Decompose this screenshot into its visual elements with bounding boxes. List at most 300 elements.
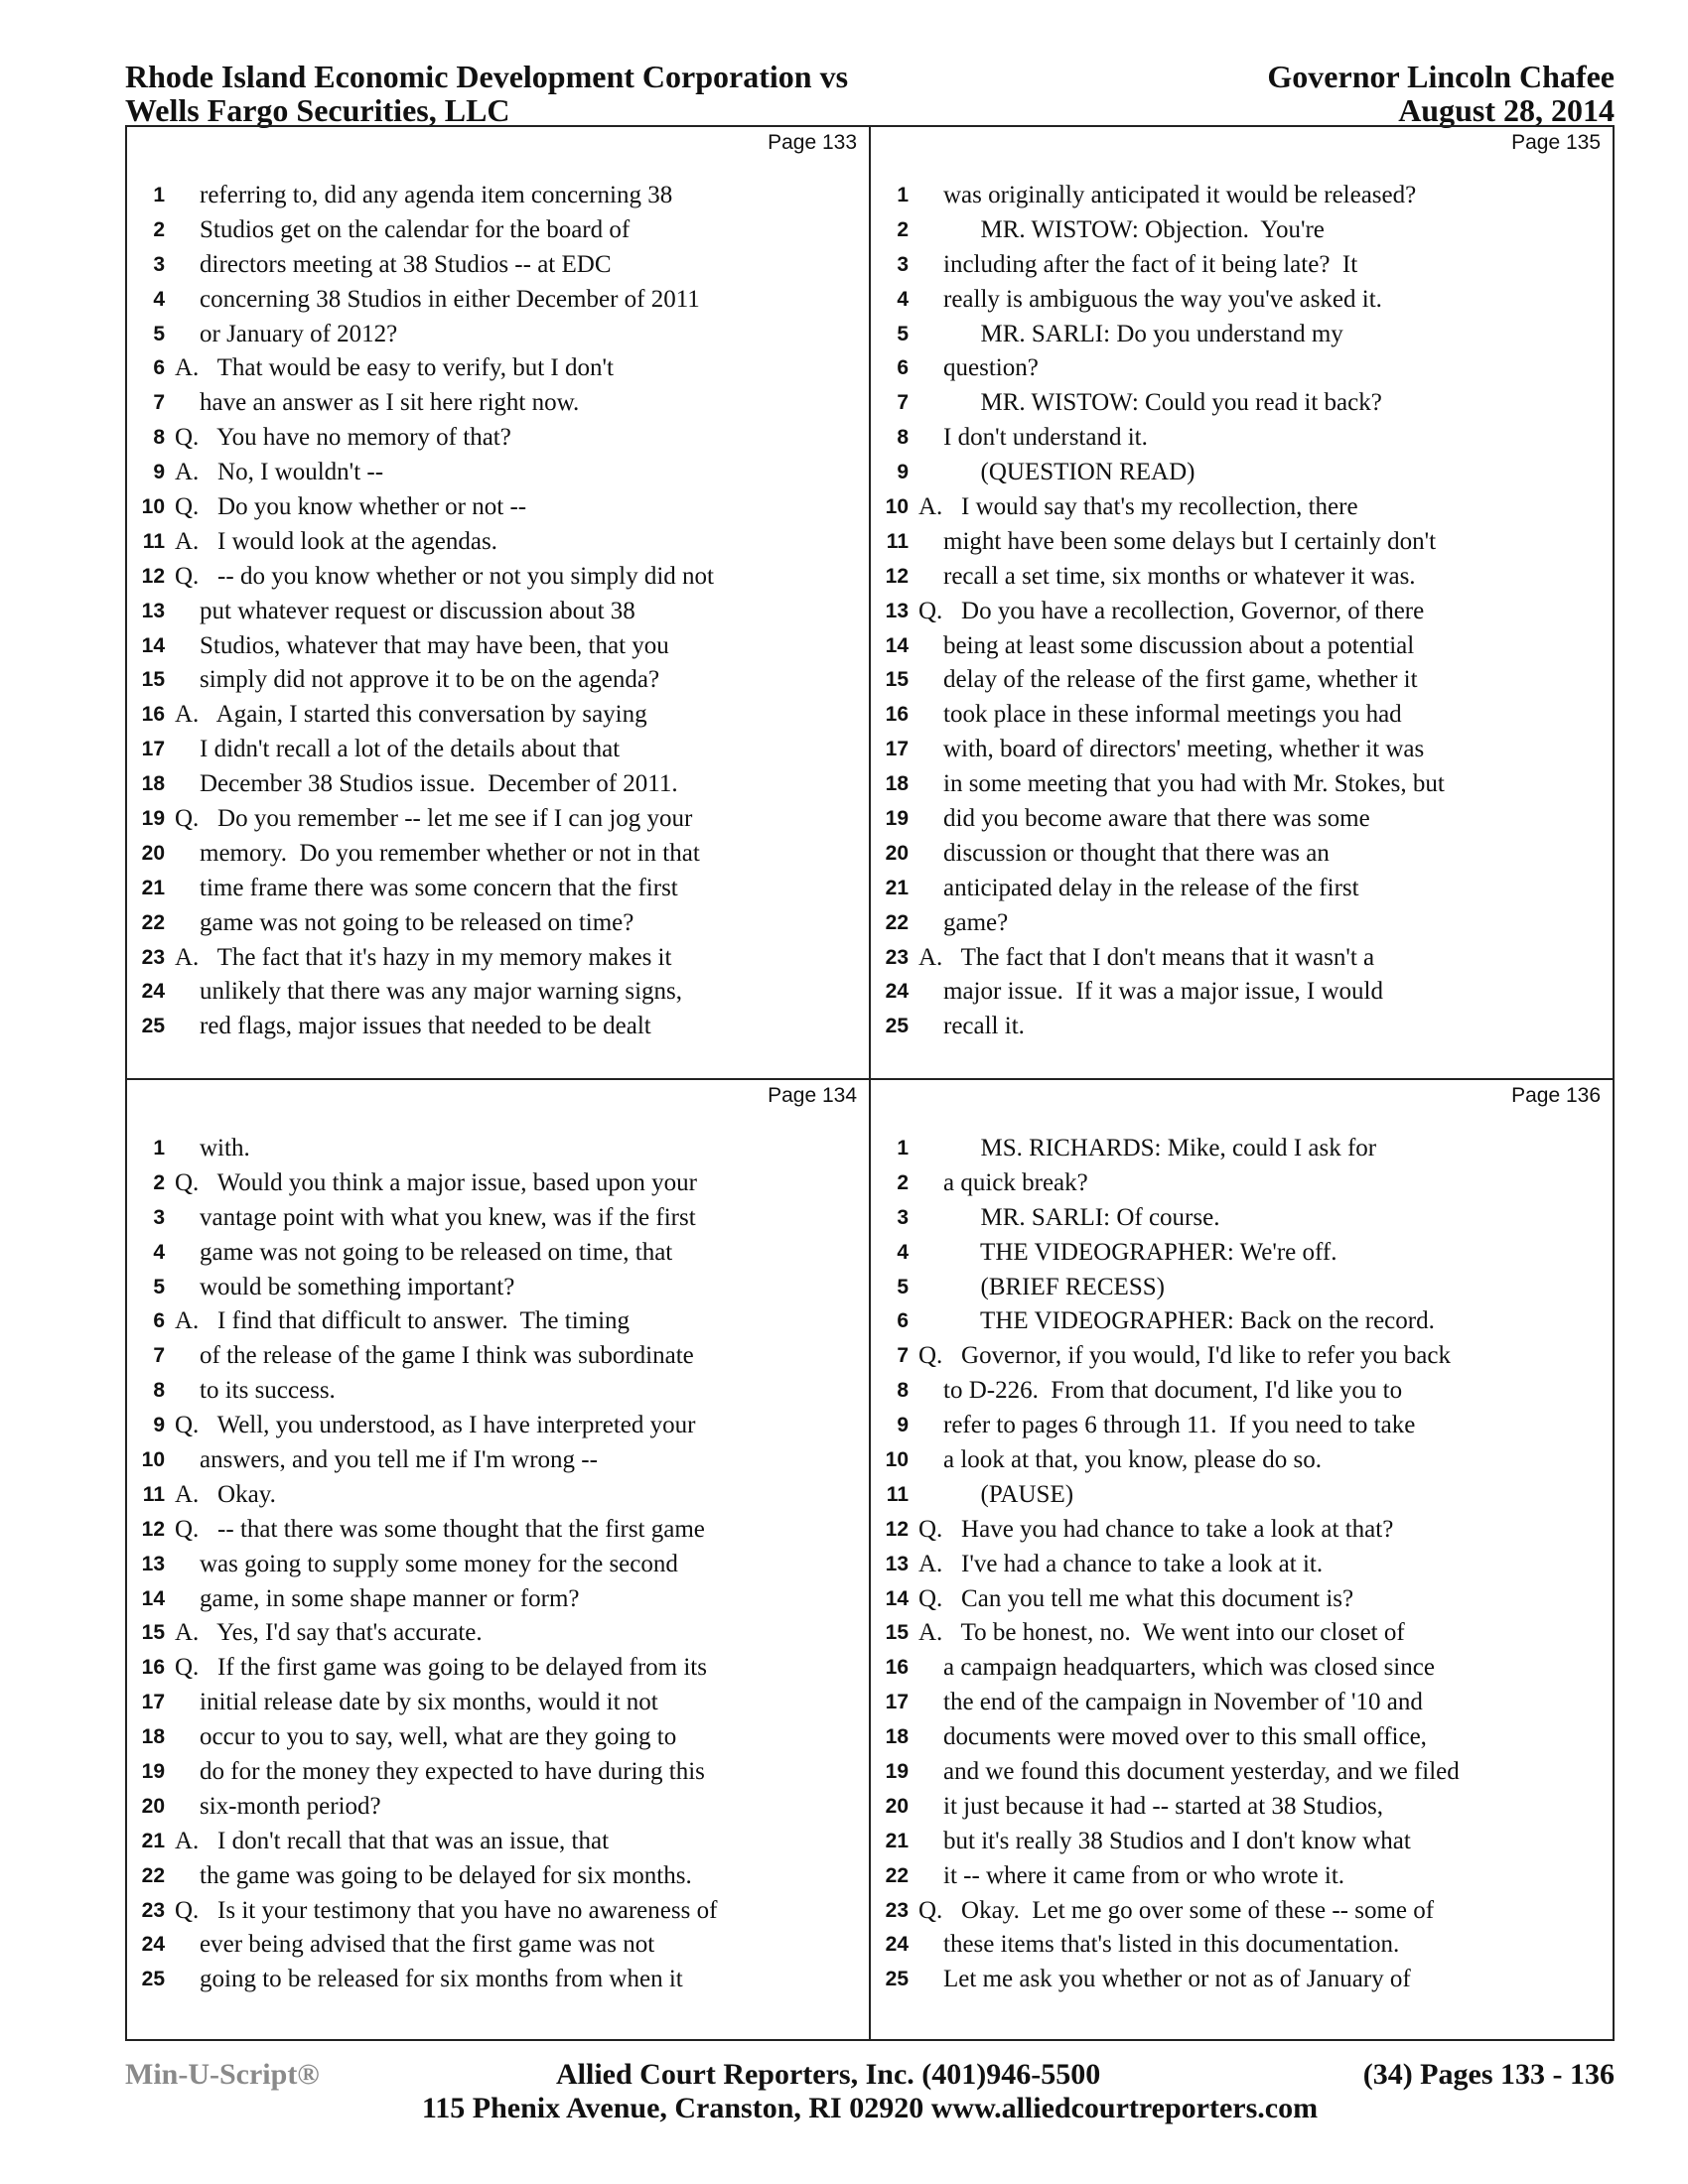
line-text: to D-226. From that document, I'd like you to	[918, 1377, 1403, 1405]
line-number: 24	[885, 1933, 909, 1957]
line-number: 21	[141, 1829, 165, 1852]
line-text: might have been some delays but I certainly don't	[918, 527, 1437, 555]
transcript-line	[127, 941, 869, 976]
line-number: 7	[897, 1344, 909, 1368]
line-text: memory. Do you remember whether or not in that	[175, 839, 700, 867]
transcript-line	[127, 1478, 869, 1513]
transcript-line	[127, 802, 869, 837]
line-number: 3	[153, 1205, 165, 1229]
line-number: 1	[897, 1137, 909, 1160]
line-text: with, board of directors' meeting, whether it was	[918, 736, 1425, 763]
line-number: 5	[153, 322, 165, 345]
line-text: did you become aware that there was some	[918, 805, 1370, 833]
line-text: but it's really 38 Studios and I don't know what	[918, 1827, 1411, 1854]
transcript-line	[871, 179, 1613, 213]
line-text: Studios get on the calendar for the board of	[175, 215, 631, 243]
line-text: question?	[918, 354, 1039, 382]
case-defendant: Wells Fargo Securities, LLC	[125, 92, 510, 128]
line-text: December 38 Studios issue. December of 2011.	[175, 770, 678, 798]
line-text: Q. Okay. Let me go over some of these -- some of	[918, 1896, 1435, 1924]
line-number: 9	[153, 1414, 165, 1437]
line-number: 13	[141, 599, 165, 622]
transcript-line	[127, 560, 869, 595]
line-text: A. I would look at the agendas.	[175, 527, 497, 555]
transcript-line	[871, 1548, 1613, 1582]
line-number: 2	[153, 1170, 165, 1194]
line-number: 16	[885, 703, 909, 727]
transcript-line	[871, 1478, 1613, 1513]
transcript-page-136	[871, 1080, 1613, 2031]
line-text: A. I don't recall that that was an issue, that	[175, 1827, 610, 1854]
line-number: 18	[885, 1725, 909, 1749]
transcript-line	[127, 1894, 869, 1929]
line-number: 23	[141, 945, 165, 969]
line-number: 15	[141, 1621, 165, 1645]
line-text: going to be released for six months from when it	[175, 1966, 683, 1993]
transcript-page-135	[871, 127, 1613, 1078]
line-number: 7	[153, 1344, 165, 1368]
transcript-line	[871, 456, 1613, 490]
transcript-line	[871, 1859, 1613, 1894]
line-number: 6	[897, 1309, 909, 1333]
line-number: 7	[897, 391, 909, 415]
line-number: 11	[886, 529, 909, 553]
transcript-line	[127, 1166, 869, 1201]
line-number: 15	[141, 668, 165, 692]
line-text: A. Yes, I'd say that's accurate.	[175, 1619, 483, 1647]
transcript-line	[127, 872, 869, 906]
transcript-line	[127, 421, 869, 456]
transcript-line	[127, 1201, 869, 1236]
line-text: do for the money they expected to have during this	[175, 1758, 705, 1786]
line-text: (BRIEF RECESS)	[918, 1273, 1165, 1300]
line-text: A. Again, I started this conversation by saying	[175, 701, 647, 729]
transcript-line	[127, 733, 869, 767]
transcript-line	[127, 837, 869, 872]
line-text: major issue. If it was a major issue, I would	[918, 978, 1383, 1006]
line-text: being at least some discussion about a potential	[918, 631, 1415, 659]
line-number: 6	[153, 1309, 165, 1333]
line-text: delay of the release of the first game, whether it	[918, 666, 1418, 694]
line-number: 6	[153, 356, 165, 380]
transcript-line	[871, 1651, 1613, 1686]
line-text: was originally anticipated it would be released?	[918, 182, 1417, 208]
line-number: 19	[885, 807, 909, 831]
line-text: directors meeting at 38 Studios -- at EDC	[175, 250, 612, 278]
line-text: Q. You have no memory of that?	[175, 424, 511, 452]
transcript-line	[871, 1166, 1613, 1201]
line-text: to its success.	[175, 1377, 336, 1405]
line-text: occur to you to say, well, what are they going to	[175, 1723, 677, 1751]
line-number: 13	[885, 1552, 909, 1575]
transcript-line	[871, 1963, 1613, 1997]
transcript-line	[127, 456, 869, 490]
line-text: six-month period?	[175, 1792, 381, 1820]
transcript-line	[871, 629, 1613, 664]
transcript-line	[871, 1790, 1613, 1825]
line-text: anticipated delay in the release of the first	[918, 874, 1359, 901]
transcript-line	[127, 1409, 869, 1443]
transcript-line	[871, 1755, 1613, 1790]
deposition-date: August 28, 2014	[1398, 92, 1615, 128]
line-number: 13	[885, 599, 909, 622]
line-number: 24	[141, 980, 165, 1004]
line-number: 4	[897, 1240, 909, 1264]
line-number: 11	[886, 1482, 909, 1506]
line-text: simply did not approve it to be on the agenda?	[175, 666, 660, 694]
line-number: 16	[885, 1656, 909, 1680]
line-text: Let me ask you whether or not as of January of	[918, 1966, 1411, 1993]
line-text: these items that's listed in this documentation.	[918, 1931, 1400, 1959]
transcript-line	[127, 1582, 869, 1617]
line-number: 19	[141, 807, 165, 831]
line-number: 23	[885, 1898, 909, 1922]
transcript-line	[871, 595, 1613, 629]
transcript-line	[127, 906, 869, 941]
line-text: A. I find that difficult to answer. The timing	[175, 1307, 631, 1335]
line-text: a campaign headquarters, which was closed since	[918, 1654, 1435, 1682]
transcript-line	[127, 213, 869, 248]
line-text: Q. Do you know whether or not --	[175, 493, 527, 521]
transcript-line	[127, 1132, 869, 1166]
transcript-line	[871, 1825, 1613, 1859]
court-reporter-company: Allied Court Reporters, Inc. (401)946-5500	[556, 2058, 1101, 2091]
line-number: 14	[141, 1586, 165, 1610]
line-number: 8	[153, 426, 165, 450]
line-text: Q. Is it your testimony that you have no awareness of	[175, 1896, 718, 1924]
line-text: took place in these informal meetings you had	[918, 701, 1402, 729]
transcript-lines	[127, 1132, 869, 1997]
line-number: 14	[885, 1586, 909, 1610]
line-text: answers, and you tell me if I'm wrong --	[175, 1446, 598, 1474]
transcript-line	[127, 351, 869, 386]
line-number: 8	[897, 1379, 909, 1403]
line-text: A. I've had a chance to take a look at it.	[918, 1550, 1324, 1577]
line-text: THE VIDEOGRAPHER: We're off.	[918, 1238, 1337, 1266]
line-number: 7	[153, 391, 165, 415]
line-number: 17	[141, 1691, 165, 1714]
line-text: Q. Well, you understood, as I have interpreted your	[175, 1412, 696, 1439]
line-text: A. The fact that I don't means that it wasn't a	[918, 943, 1375, 971]
transcript-lines	[871, 179, 1613, 1044]
line-text: game?	[918, 908, 1009, 936]
transcript-line	[127, 1755, 869, 1790]
line-text: the end of the campaign in November of '10 and	[918, 1689, 1423, 1716]
transcript-line	[871, 1720, 1613, 1755]
transcript-line	[127, 283, 869, 318]
line-number: 20	[885, 841, 909, 865]
line-text: A. The fact that it's hazy in my memory makes it	[175, 943, 672, 971]
page-number: Page 135	[1511, 131, 1601, 154]
line-text: MR. SARLI: Of course.	[918, 1203, 1220, 1231]
line-text: Q. Do you remember -- let me see if I can jog your	[175, 805, 693, 833]
line-number: 3	[897, 252, 909, 276]
line-text: the game was going to be delayed for six months.	[175, 1861, 692, 1889]
transcript-line	[871, 906, 1613, 941]
line-number: 10	[885, 1448, 909, 1472]
transcript-line	[871, 1236, 1613, 1271]
transcript-line	[871, 283, 1613, 318]
line-number: 17	[141, 738, 165, 761]
line-number: 21	[885, 1829, 909, 1852]
transcript-line	[871, 490, 1613, 525]
line-text: A. That would be easy to verify, but I don't	[175, 354, 614, 382]
transcript-line	[871, 698, 1613, 733]
line-number: 16	[141, 1656, 165, 1680]
transcript-line	[127, 595, 869, 629]
witness-name: Governor Lincoln Chafee	[1267, 59, 1615, 94]
transcript-line	[127, 248, 869, 283]
line-number: 10	[141, 1448, 165, 1472]
line-number: 13	[141, 1552, 165, 1575]
line-number: 9	[897, 461, 909, 484]
line-number: 17	[885, 1691, 909, 1714]
transcript-line	[871, 767, 1613, 802]
transcript-line	[871, 802, 1613, 837]
line-number: 4	[897, 287, 909, 311]
line-number: 18	[141, 1725, 165, 1749]
line-text: including after the fact of it being late? It	[918, 250, 1358, 278]
line-text: in some meeting that you had with Mr. Stokes, but	[918, 770, 1445, 798]
line-number: 8	[153, 1379, 165, 1403]
line-text: initial release date by six months, would it not	[175, 1689, 658, 1716]
line-number: 10	[885, 495, 909, 519]
line-text: a look at that, you know, please do so.	[918, 1446, 1322, 1474]
transcript-page-133	[127, 127, 869, 1078]
transcript-line	[871, 837, 1613, 872]
line-text: game, in some shape manner or form?	[175, 1584, 580, 1612]
transcript-line	[871, 1928, 1613, 1963]
line-text: unlikely that there was any major warning signs,	[175, 978, 682, 1006]
transcript-line	[127, 1686, 869, 1720]
transcript-line	[871, 318, 1613, 352]
transcript-line	[127, 1339, 869, 1374]
transcript-line	[127, 386, 869, 421]
line-text: Q. -- do you know whether or not you simply did not	[175, 562, 715, 590]
transcript-line	[127, 975, 869, 1010]
line-number: 14	[885, 633, 909, 657]
line-number: 17	[885, 738, 909, 761]
transcript-line	[871, 663, 1613, 698]
transcript-lines	[871, 1132, 1613, 1997]
line-text: Q. Governor, if you would, I'd like to refer you back	[918, 1342, 1451, 1370]
line-number: 20	[885, 1794, 909, 1818]
line-number: 15	[885, 1621, 909, 1645]
page-header	[125, 60, 1615, 131]
line-number: 15	[885, 668, 909, 692]
transcript-line	[871, 213, 1613, 248]
line-number: 25	[885, 1015, 909, 1038]
line-text: of the release of the game I think was subordinate	[175, 1342, 694, 1370]
line-number: 12	[885, 1517, 909, 1541]
line-text: Q. If the first game was going to be delayed from its	[175, 1654, 707, 1682]
line-text: (QUESTION READ)	[918, 459, 1196, 486]
line-number: 10	[141, 495, 165, 519]
transcript-line	[127, 1548, 869, 1582]
transcript-line	[871, 1374, 1613, 1409]
line-text: MR. WISTOW: Objection. You're	[918, 215, 1325, 243]
transcript-line	[871, 1409, 1613, 1443]
page-number: Page 133	[768, 131, 857, 154]
line-number: 22	[141, 1863, 165, 1887]
line-text: Studios, whatever that may have been, that you	[175, 631, 669, 659]
transcript-page-134	[127, 1080, 869, 2031]
line-number: 23	[885, 945, 909, 969]
transcript-line	[127, 1859, 869, 1894]
line-text: ever being advised that the first game was not	[175, 1931, 655, 1959]
case-caption	[125, 60, 848, 127]
line-text: MS. RICHARDS: Mike, could I ask for	[918, 1135, 1377, 1161]
line-text: or January of 2012?	[175, 320, 398, 347]
line-text: I didn't recall a lot of the details about that	[175, 736, 621, 763]
line-number: 1	[153, 184, 165, 206]
line-text: A. Okay.	[175, 1480, 276, 1508]
page-number: Page 136	[1511, 1084, 1601, 1107]
line-text: with.	[175, 1135, 250, 1161]
line-text: Q. -- that there was some thought that the first game	[175, 1515, 705, 1543]
transcript-line	[127, 1790, 869, 1825]
pages-summary: (34) Pages 133 - 136	[1362, 2058, 1615, 2091]
line-number: 20	[141, 841, 165, 865]
transcript-line	[871, 1304, 1613, 1339]
line-text: Q. Can you tell me what this document is?	[918, 1584, 1354, 1612]
page-number: Page 134	[768, 1084, 857, 1107]
transcript-line	[871, 1132, 1613, 1166]
line-number: 14	[141, 633, 165, 657]
transcript-line	[871, 560, 1613, 595]
line-text: put whatever request or discussion about 38	[175, 597, 635, 624]
line-number: 25	[141, 1015, 165, 1038]
transcript-sheet	[125, 125, 1615, 2041]
line-number: 19	[141, 1760, 165, 1784]
line-text: (PAUSE)	[918, 1480, 1074, 1508]
transcript-lines	[127, 179, 869, 1044]
line-number: 23	[141, 1898, 165, 1922]
witness-info	[1267, 60, 1615, 127]
transcript-line	[871, 1686, 1613, 1720]
transcript-line	[127, 525, 869, 560]
line-text: A. To be honest, no. We went into our closet of	[918, 1619, 1405, 1647]
transcript-line	[127, 490, 869, 525]
transcript-line	[871, 1616, 1613, 1651]
line-number: 24	[885, 980, 909, 1004]
line-text: game was not going to be released on time?	[175, 908, 634, 936]
line-text: game was not going to be released on time, that	[175, 1238, 673, 1266]
line-text: and we found this document yesterday, and we filed	[918, 1758, 1460, 1786]
transcript-line	[871, 872, 1613, 906]
min-u-script-brand: Min-U-Script®	[125, 2058, 320, 2091]
line-number: 21	[141, 876, 165, 899]
line-number: 22	[885, 1863, 909, 1887]
line-text: A. I would say that's my recollection, there	[918, 493, 1358, 521]
transcript-line	[871, 525, 1613, 560]
line-text: time frame there was some concern that the first	[175, 874, 678, 901]
line-text: it just because it had -- started at 38 Studios,	[918, 1792, 1383, 1820]
line-text: red flags, major issues that needed to be dealt	[175, 1013, 651, 1040]
transcript-line	[127, 1374, 869, 1409]
line-number: 25	[141, 1968, 165, 1991]
line-text: it -- where it came from or who wrote it.	[918, 1861, 1345, 1889]
line-number: 6	[897, 356, 909, 380]
transcript-line	[127, 1271, 869, 1305]
line-number: 19	[885, 1760, 909, 1784]
line-number: 2	[897, 217, 909, 241]
line-text: was going to supply some money for the second	[175, 1550, 678, 1577]
line-number: 22	[885, 910, 909, 934]
line-number: 24	[141, 1933, 165, 1957]
transcript-line	[127, 1651, 869, 1686]
line-number: 21	[885, 876, 909, 899]
transcript-line	[871, 386, 1613, 421]
line-text: Q. Do you have a recollection, Governor, of there	[918, 597, 1425, 624]
transcript-line	[871, 1443, 1613, 1478]
line-number: 12	[141, 1517, 165, 1541]
transcript-line	[127, 318, 869, 352]
transcript-line	[127, 1443, 869, 1478]
transcript-line	[871, 733, 1613, 767]
line-number: 22	[141, 910, 165, 934]
transcript-line	[871, 1582, 1613, 1617]
line-number: 5	[897, 1275, 909, 1298]
transcript-line	[127, 1720, 869, 1755]
transcript-line	[871, 1201, 1613, 1236]
line-number: 9	[153, 461, 165, 484]
transcript-line	[127, 1963, 869, 1997]
line-text: Q. Have you had chance to take a look at that?	[918, 1515, 1394, 1543]
line-text: I don't understand it.	[918, 424, 1148, 452]
transcript-line	[871, 421, 1613, 456]
line-number: 5	[897, 322, 909, 345]
transcript-line	[127, 629, 869, 664]
line-number: 4	[153, 1240, 165, 1264]
transcript-line	[871, 941, 1613, 976]
line-text: really is ambiguous the way you've asked it.	[918, 285, 1382, 313]
transcript-line	[871, 248, 1613, 283]
line-number: 1	[153, 1137, 165, 1160]
transcript-line	[127, 179, 869, 213]
line-text: would be something important?	[175, 1273, 515, 1300]
page-footer	[125, 2059, 1615, 2128]
line-text: documents were moved over to this small office,	[918, 1723, 1427, 1751]
transcript-line	[127, 1010, 869, 1044]
line-text: refer to pages 6 through 11. If you need to take	[918, 1412, 1416, 1439]
line-text: have an answer as I sit here right now.	[175, 389, 580, 417]
transcript-line	[871, 975, 1613, 1010]
line-number: 20	[141, 1794, 165, 1818]
line-number: 16	[141, 703, 165, 727]
line-text: discussion or thought that there was an	[918, 839, 1330, 867]
transcript-line	[127, 1825, 869, 1859]
line-text: a quick break?	[918, 1168, 1088, 1196]
line-number: 2	[153, 217, 165, 241]
transcript-line	[871, 1513, 1613, 1548]
line-number: 8	[897, 426, 909, 450]
transcript-line	[871, 1010, 1613, 1044]
line-number: 4	[153, 287, 165, 311]
transcript-line	[127, 767, 869, 802]
line-text: A. No, I wouldn't --	[175, 459, 384, 486]
reporter-address: 115 Phenix Avenue, Cranston, RI 02920 www.alliedcourtreporters.com	[421, 2092, 1319, 2124]
line-number: 3	[897, 1205, 909, 1229]
case-plaintiff: Rhode Island Economic Development Corporation vs	[125, 59, 849, 94]
transcript-line	[871, 1894, 1613, 1929]
line-number: 11	[142, 1482, 165, 1506]
line-number: 18	[885, 772, 909, 796]
transcript-line	[127, 663, 869, 698]
transcript-line	[871, 1271, 1613, 1305]
transcript-line	[127, 1513, 869, 1548]
line-text: MR. SARLI: Do you understand my	[918, 320, 1343, 347]
